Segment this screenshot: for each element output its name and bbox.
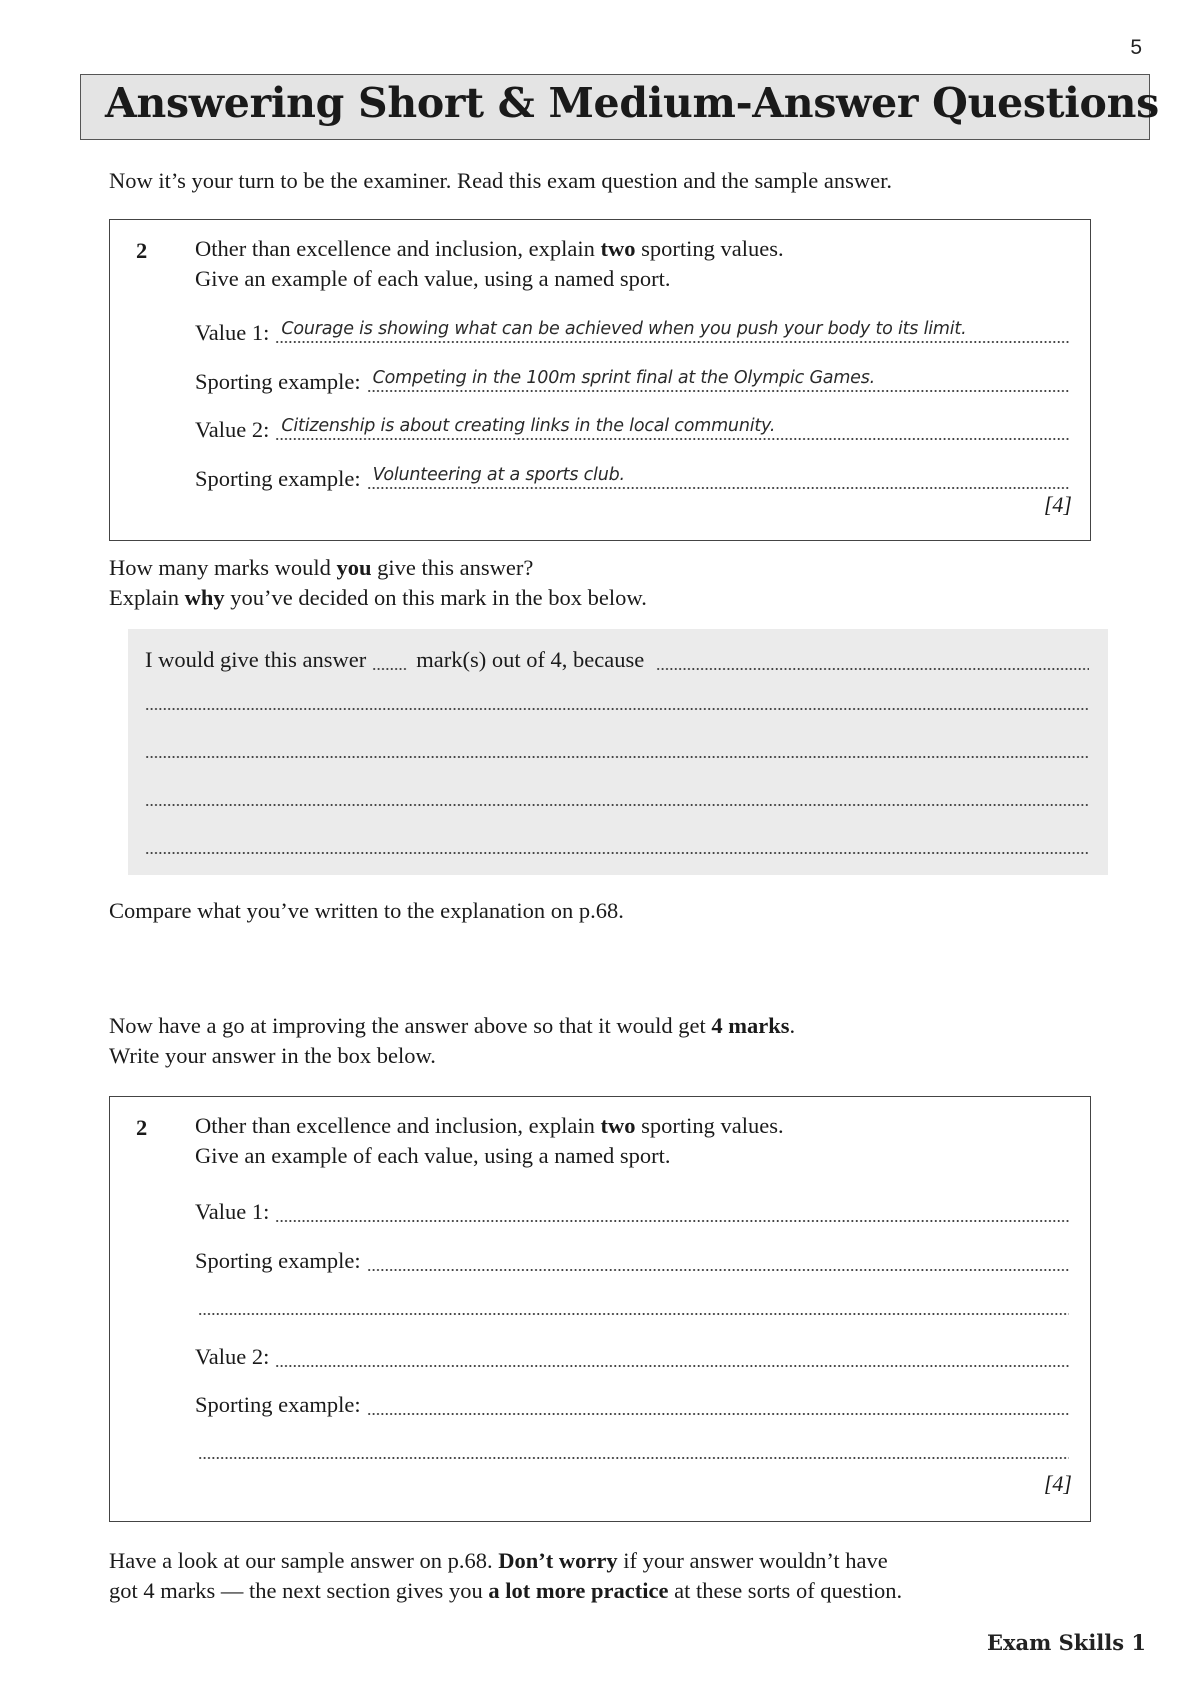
answer-line[interactable] — [145, 851, 1089, 855]
mark-input-line[interactable] — [372, 643, 408, 673]
answer-line — [275, 413, 1069, 443]
title-banner — [80, 74, 1159, 140]
answer-line — [275, 316, 1069, 346]
handwritten-answer: Volunteering at a sports club. — [372, 465, 625, 485]
answer-line[interactable] — [198, 1312, 1069, 1316]
marks-indicator: [4] — [1043, 1471, 1072, 1496]
answer-line — [367, 462, 1069, 492]
answer-line — [367, 365, 1069, 395]
question-line-2: Give an example of each value, using a named sport. — [195, 266, 671, 291]
handwritten-answer: Competing in the 100m sprint final at the Olympic Games. — [372, 368, 876, 388]
value-1-label: Value 1: — [195, 320, 270, 345]
question-line-1: Other than excellence and inclusion, explain two sporting values. — [195, 236, 784, 261]
answer-line[interactable] — [145, 755, 1089, 759]
mark-row-pre-text: I would give this answer — [145, 647, 367, 672]
question-line-1: Other than excellence and inclusion, explain two sporting values. — [195, 1113, 784, 1138]
sporting-example-label: Sporting example: — [195, 1392, 361, 1417]
footer-section-label: Exam Skills 1 — [986, 1630, 1146, 1655]
improve-prompt-line-2: Write your answer in the box below. — [109, 1043, 436, 1068]
question-number: 2 — [136, 1115, 148, 1140]
handwritten-answer: Citizenship is about creating links in the local community. — [281, 416, 776, 436]
value-2-row — [195, 1340, 1069, 1370]
answer-line[interactable] — [198, 1456, 1069, 1460]
mark-row — [145, 643, 1089, 673]
handwritten-answer: Courage is showing what can be achieved when you push your body to its limit. — [281, 319, 967, 339]
sample-value-2-row — [195, 413, 1069, 443]
page-title: Answering Short & Medium-Answer Questions — [105, 79, 1159, 127]
closing-line-2: got 4 marks — the next section gives you a lot more practice at these sorts of question. — [109, 1578, 903, 1603]
intro-text: Now it’s your turn to be the examiner. Read this exam question and the sample answer. — [109, 168, 892, 193]
marking-prompt-line-2: Explain why you’ve decided on this mark in the box below. — [109, 585, 647, 610]
sporting-example-2-row — [195, 1388, 1069, 1418]
answer-line[interactable] — [275, 1195, 1069, 1225]
sample-example-2-row — [195, 462, 1069, 492]
answer-line[interactable] — [145, 803, 1089, 807]
value-2-label: Value 2: — [195, 1344, 270, 1369]
value-2-label: Value 2: — [195, 417, 270, 442]
question-number: 2 — [136, 238, 148, 263]
improve-prompt-line-1: Now have a go at improving the answer above so that it would get 4 marks. — [109, 1013, 796, 1038]
sample-example-1-row — [195, 365, 1069, 395]
marks-indicator: [4] — [1043, 492, 1072, 517]
mark-row-post-text: mark(s) out of 4, because — [416, 647, 645, 672]
value-1-row — [195, 1195, 1069, 1225]
sporting-example-label: Sporting example: — [195, 466, 361, 491]
answer-line[interactable] — [367, 1244, 1069, 1274]
compare-text: Compare what you’ve written to the explanation on p.68. — [109, 898, 624, 923]
value-1-label: Value 1: — [195, 1199, 270, 1224]
answer-line[interactable] — [275, 1340, 1069, 1370]
sample-value-1-row — [195, 316, 1069, 346]
improved-answer-box — [109, 1096, 1091, 1522]
marking-prompt-line-1: How many marks would you give this answer? — [109, 555, 534, 580]
sporting-example-label: Sporting example: — [195, 369, 361, 394]
answer-line[interactable] — [367, 1388, 1069, 1418]
page-number: 5 — [1130, 36, 1142, 59]
marking-box — [128, 629, 1108, 875]
sporting-example-label: Sporting example: — [195, 1248, 361, 1273]
answer-line[interactable] — [145, 707, 1089, 711]
sporting-example-1-row — [195, 1244, 1069, 1274]
sample-question-box — [109, 219, 1091, 541]
answer-line[interactable] — [656, 643, 1089, 673]
closing-line-1: Have a look at our sample answer on p.68. Don’t worry if your answer wouldn’t have — [109, 1548, 888, 1573]
question-line-2: Give an example of each value, using a named sport. — [195, 1143, 671, 1168]
